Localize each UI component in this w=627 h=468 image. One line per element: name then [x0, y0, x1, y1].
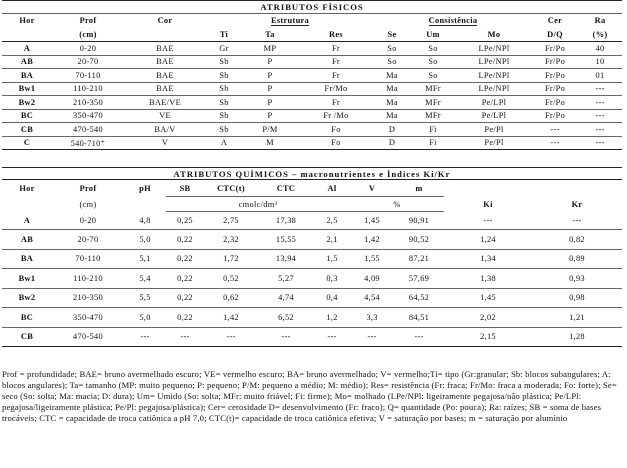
table-cell: --- — [578, 109, 622, 123]
table-cell: LPe/NPl — [456, 82, 532, 96]
table-cell: 4,8 — [124, 212, 166, 230]
horizon-cell: Bw2 — [2, 288, 52, 308]
table-cell: Fr/Po — [532, 82, 578, 96]
table-cell: P — [242, 82, 298, 96]
table-cell: 5,0 — [124, 230, 166, 250]
table-cell: Fr — [298, 55, 374, 69]
chem-header-ctc: CTC — [276, 183, 296, 193]
table-cell: --- — [166, 327, 204, 347]
table-row — [2, 82, 622, 96]
table-cell: So — [374, 55, 410, 69]
table-cell: 4,74 — [258, 288, 314, 308]
header-consistencia: Consistência — [428, 16, 478, 26]
table-cell: 01 — [578, 69, 622, 83]
table-cell: BAE — [124, 82, 206, 96]
header-um: Um — [410, 28, 456, 42]
table-cell: 0,52 — [204, 269, 258, 289]
table-cell: Fr/Po — [532, 96, 578, 110]
table-cell: --- — [124, 327, 166, 347]
table-cell: P — [242, 55, 298, 69]
table-cell: 5,0 — [124, 308, 166, 328]
horizon-cell: AB — [2, 230, 52, 250]
horizon-cell: Bw1 — [2, 82, 52, 96]
table-cell: 6,52 — [258, 308, 314, 328]
header-se: Se — [374, 28, 410, 42]
chem-header-ki: Ki — [483, 199, 493, 209]
table-cell: 1,72 — [204, 249, 258, 269]
table-cell: P — [242, 96, 298, 110]
table-cell: --- — [532, 123, 578, 137]
physical-table-title: ATRIBUTOS FÍSICOS — [2, 1, 622, 14]
table-cell: Ma — [374, 96, 410, 110]
table-cell: 1,38 — [444, 269, 532, 289]
horizon-cell: Bw2 — [2, 96, 52, 110]
table-cell: 13,94 — [258, 249, 314, 269]
table-cell: P — [242, 109, 298, 123]
table-cell: 0,25 — [166, 212, 204, 230]
table-cell: 2,32 — [204, 230, 258, 250]
table-cell: Pe/Pl — [456, 123, 532, 137]
table-cell: BA/V — [124, 123, 206, 137]
table-cell: 1,28 — [532, 327, 622, 347]
table-row — [2, 308, 622, 328]
table-cell: So — [374, 42, 410, 56]
table-cell: 2,15 — [444, 327, 532, 347]
table-cell: D — [374, 123, 410, 137]
table-cell: Sb — [206, 96, 242, 110]
chem-header-hor: Hor — [19, 183, 35, 193]
horizon-cell: CB — [2, 123, 52, 137]
table-cell: MFr — [410, 82, 456, 96]
table-cell: --- — [394, 327, 444, 347]
header-cer-unit: D/Q — [532, 28, 578, 42]
chemical-table-title: ATRIBUTOS QUÍMICOS – macronutrientes e Índices Ki/Kr — [2, 168, 622, 180]
footnote: Prof = profundidade; BAE= bruno avermelhado escuro; VE= vermelho escuro; BA= bruno avermelhado; V= vermelho;Ti= tipo (Gr:granular; Sb: blocos subangulares; A: blocos angulares); Ta= tamanho (MP: muito pequeno; P: pequeno; P/M: pequeno a médio; M: médio); Res= resistência (Fr: fraca; Fr/Mo: fraca a moderada; Fo: forte); Se= seco (So: solta; Ma: macia; D: dura); Um= Umido (So: solta; MFr: muito friável; Fi: firme); Mo= molhado (LPe/NPl: ligeiramente pegajosa/não plástica; Pe/LPl: pegajosa/ligeiramente plástica; Pe/Pl: pegajosa/plástica); Cer= cerosidade D= desenvolvimento (Fr: fraco); Q= quantidade (Po: pouca); Ra: raízes; SB = soma de bases trocáveis; CTC = capacidade de troca catiônica a pH 7,0; CTC(t)= capacidade de troca catiônica efetiva; V = saturação por bases; m = saturação por alumínio — [2, 369, 617, 424]
table-cell: A — [206, 136, 242, 150]
horizon-cell: Bw1 — [2, 269, 52, 289]
horizon-cell: BA — [2, 249, 52, 269]
table-cell: BAE — [124, 42, 206, 56]
table-cell: 5,5 — [124, 288, 166, 308]
table-cell: 4,09 — [350, 269, 394, 289]
table-cell: LPe/NPl — [456, 69, 532, 83]
horizon-cell: C — [2, 136, 52, 150]
header-cer: Cer — [547, 16, 563, 26]
table-row — [2, 269, 622, 289]
table-cell: --- — [532, 212, 622, 230]
table-cell: 70-110 — [52, 249, 124, 269]
header-ta: Ta — [242, 28, 298, 42]
table-cell: 470-540 — [52, 123, 124, 137]
table-cell: 2,5 — [314, 212, 350, 230]
table-row — [2, 96, 622, 110]
table-row — [2, 288, 622, 308]
table-cell: P/M — [242, 123, 298, 137]
table-cell: 15,55 — [258, 230, 314, 250]
header-prof-unit: (cm) — [52, 28, 124, 42]
table-cell: --- — [578, 82, 622, 96]
table-cell: 210-350 — [52, 96, 124, 110]
table-cell: 5,27 — [258, 269, 314, 289]
table-cell: Pe/LPl — [456, 109, 532, 123]
chem-header-ph: pH — [139, 183, 151, 193]
table-cell: 0,22 — [166, 269, 204, 289]
table-cell: 4,54 — [350, 288, 394, 308]
table-row — [2, 136, 622, 150]
table-cell: 57,69 — [394, 269, 444, 289]
header-ra: Ra — [594, 16, 606, 26]
horizon-cell: BA — [2, 69, 52, 83]
table-cell: 210-350 — [52, 288, 124, 308]
table-cell: 0-20 — [52, 212, 124, 230]
chemical-attributes-table — [2, 167, 622, 347]
table-cell: Fo — [298, 136, 374, 150]
chem-header-cmolc-unit: cmolc/dm³ — [166, 197, 350, 212]
table-cell: 0,98 — [532, 288, 622, 308]
table-cell: Fo — [298, 123, 374, 137]
chem-header-ctct: CTC(t) — [217, 183, 245, 193]
table-cell: 0,62 — [204, 288, 258, 308]
header-ti: Ti — [206, 28, 242, 42]
table-cell: 0,82 — [532, 230, 622, 250]
table-row — [2, 42, 622, 56]
table-cell: Pe/Pl — [456, 136, 532, 150]
table-cell: 1,5 — [314, 249, 350, 269]
table-cell: 40 — [578, 42, 622, 56]
table-cell: LPe/NPl — [456, 42, 532, 56]
chem-header-al: Al — [327, 183, 337, 193]
chem-header-prof-unit: (cm) — [79, 199, 97, 209]
table-cell: 2,75 — [204, 212, 258, 230]
table-cell: BAE — [124, 69, 206, 83]
table-cell: 17,38 — [258, 212, 314, 230]
table-cell: 64,52 — [394, 288, 444, 308]
table-cell: 350-470 — [52, 109, 124, 123]
table-cell: So — [410, 42, 456, 56]
table-row — [2, 69, 622, 83]
table-cell: 0,89 — [532, 249, 622, 269]
table-cell: Fr/Po — [532, 109, 578, 123]
table-row — [2, 109, 622, 123]
table-cell: 0,4 — [314, 288, 350, 308]
header-estrutura: Estrutura — [270, 16, 310, 26]
table-row — [2, 249, 622, 269]
chem-header-v: V — [368, 183, 376, 193]
table-cell: Fi — [410, 123, 456, 137]
table-row — [2, 55, 622, 69]
table-cell: Fr/Po — [532, 55, 578, 69]
table-row — [2, 230, 622, 250]
horizon-cell: BC — [2, 109, 52, 123]
table-cell: --- — [444, 212, 532, 230]
table-cell: 1,42 — [350, 230, 394, 250]
table-cell: 1,45 — [350, 212, 394, 230]
table-cell: 110-210 — [52, 82, 124, 96]
table-cell: 87,21 — [394, 249, 444, 269]
table-cell: Ma — [374, 69, 410, 83]
table-cell: P — [242, 69, 298, 83]
table-cell: 1,34 — [444, 249, 532, 269]
table-cell: 20-70 — [52, 230, 124, 250]
table-cell: --- — [578, 136, 622, 150]
header-hor: Hor — [19, 16, 35, 26]
table-cell: 0,22 — [166, 308, 204, 328]
table-cell: BAE — [124, 55, 206, 69]
table-cell: MP — [242, 42, 298, 56]
table-cell: BAE/VE — [124, 96, 206, 110]
table-cell: Ma — [374, 109, 410, 123]
table-cell: V — [124, 136, 206, 150]
table-cell: LPe/NPl — [456, 55, 532, 69]
physical-attributes-table — [2, 0, 622, 150]
table-row — [2, 123, 622, 137]
table-cell: 84,51 — [394, 308, 444, 328]
table-cell: Sb — [206, 69, 242, 83]
table-cell: Gr — [206, 42, 242, 56]
table-cell: Sb — [206, 55, 242, 69]
table-cell: Fr/Po — [532, 69, 578, 83]
chem-header-prof: Prof — [79, 183, 97, 193]
header-prof: Prof — [79, 16, 97, 26]
chem-header-pct-unit: % — [350, 197, 444, 212]
table-cell: Fr — [298, 42, 374, 56]
header-cor: Cor — [157, 16, 173, 26]
table-cell: Fr — [298, 96, 374, 110]
chem-header-sb: SB — [179, 183, 191, 193]
table-cell: Pe/LPl — [456, 96, 532, 110]
table-cell: 540-710⁺ — [52, 136, 124, 150]
table-cell: 5,1 — [124, 249, 166, 269]
table-cell: So — [410, 55, 456, 69]
table-cell: 10 — [578, 55, 622, 69]
horizon-cell: A — [2, 42, 52, 56]
horizon-cell: AB — [2, 55, 52, 69]
table-cell: 2,02 — [444, 308, 532, 328]
horizon-cell: BC — [2, 308, 52, 328]
table-cell: 1,21 — [532, 308, 622, 328]
table-cell: Sb — [206, 82, 242, 96]
table-cell: --- — [578, 123, 622, 137]
horizon-cell: CB — [2, 327, 52, 347]
table-cell: 1,55 — [350, 249, 394, 269]
table-cell: 70-110 — [52, 69, 124, 83]
table-cell: 1,42 — [204, 308, 258, 328]
table-cell: 470-540 — [52, 327, 124, 347]
table-cell: Sb — [206, 123, 242, 137]
header-res: Res — [298, 28, 374, 42]
table-cell: --- — [204, 327, 258, 347]
table-cell: Fr — [298, 69, 374, 83]
table-cell: 0-20 — [52, 42, 124, 56]
table-cell: Fi — [410, 136, 456, 150]
table-cell: Fr/Po — [532, 42, 578, 56]
table-cell: So — [410, 69, 456, 83]
table-cell: 0,93 — [532, 269, 622, 289]
chem-header-m: m — [415, 183, 423, 193]
table-cell: 1,45 — [444, 288, 532, 308]
table-cell: MFr — [410, 96, 456, 110]
table-cell: --- — [578, 96, 622, 110]
table-cell: 20-70 — [52, 55, 124, 69]
table-cell: 3,3 — [350, 308, 394, 328]
table-cell: Sb — [206, 109, 242, 123]
header-mo: Mo — [456, 28, 532, 42]
table-cell: 2,1 — [314, 230, 350, 250]
chem-header-kr: Kr — [571, 199, 583, 209]
table-row — [2, 327, 622, 347]
table-cell: D — [374, 136, 410, 150]
table-cell: 90,52 — [394, 230, 444, 250]
table-cell: VE — [124, 109, 206, 123]
table-cell: --- — [314, 327, 350, 347]
table-cell: --- — [532, 136, 578, 150]
table-cell: 0,3 — [314, 269, 350, 289]
table-cell: 90,91 — [394, 212, 444, 230]
table-cell: 1,24 — [444, 230, 532, 250]
header-ra-unit: (%) — [578, 28, 622, 42]
table-cell: --- — [350, 327, 394, 347]
table-cell: Fr/Mo — [298, 82, 374, 96]
table-cell: 1,2 — [314, 308, 350, 328]
table-cell: M — [242, 136, 298, 150]
table-row — [2, 212, 622, 230]
table-cell: Ma — [374, 82, 410, 96]
horizon-cell: A — [2, 212, 52, 230]
table-cell: 110-210 — [52, 269, 124, 289]
table-cell: Fr /Mo — [298, 109, 374, 123]
table-cell: 5,4 — [124, 269, 166, 289]
table-cell: --- — [258, 327, 314, 347]
table-cell: 350-470 — [52, 308, 124, 328]
table-cell: 0,22 — [166, 249, 204, 269]
table-cell: 0,22 — [166, 230, 204, 250]
table-cell: MFr — [410, 109, 456, 123]
table-cell: 0,22 — [166, 288, 204, 308]
